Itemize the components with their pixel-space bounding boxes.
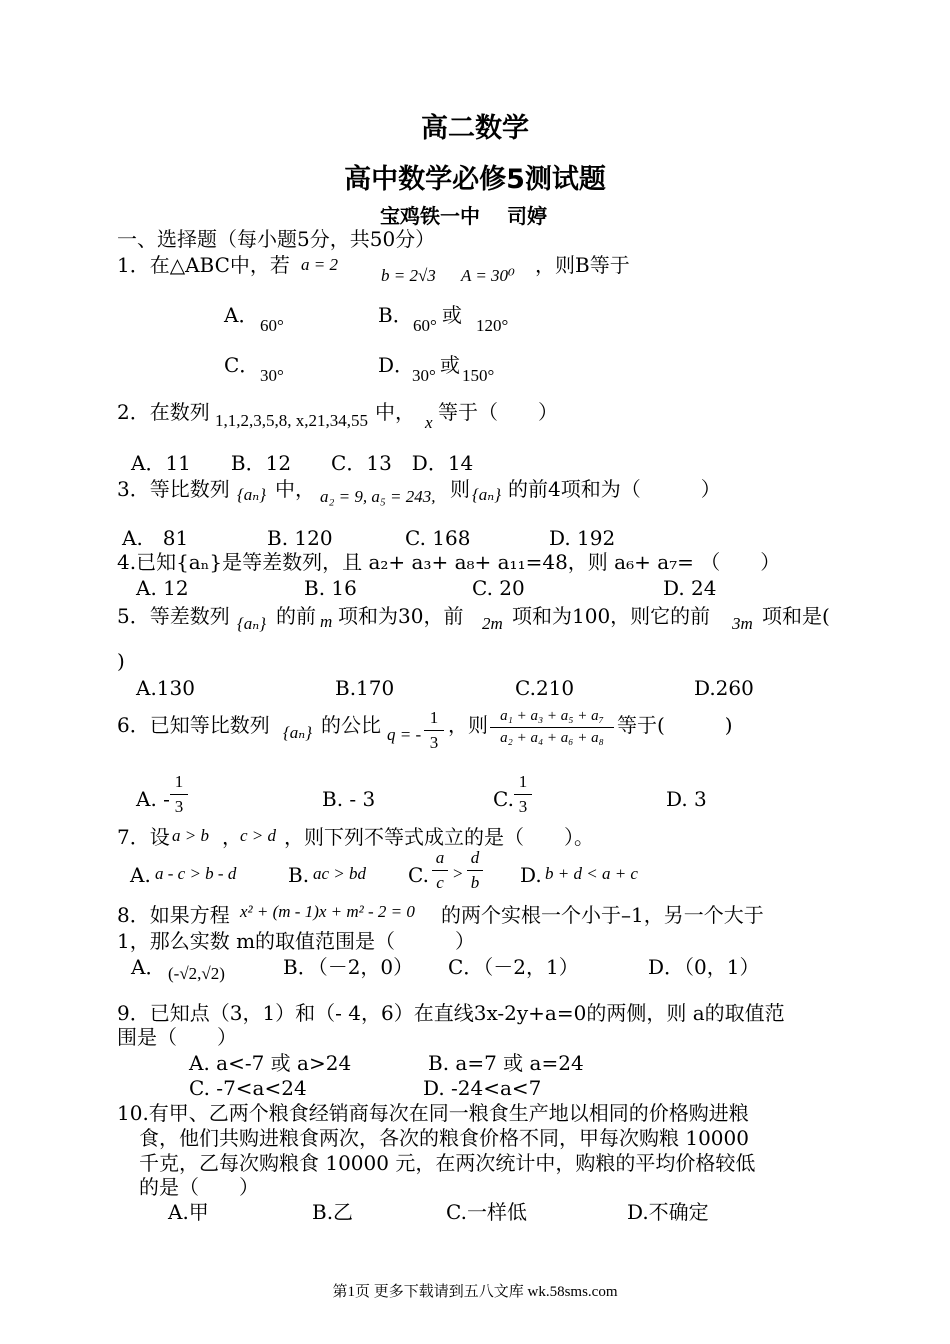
q3-mid: 中， <box>275 477 315 501</box>
q6-ratio-denominator: a₂ + a₄ + a₆ + a₈ <box>500 730 604 746</box>
fraction-bar <box>170 794 188 795</box>
q6-ratio-fraction <box>490 708 614 747</box>
q5-text-5: 项和是( <box>762 604 830 628</box>
q8-option-c: C．（－2，1） <box>448 955 579 979</box>
q8-equation: x² + (m - 1)x + m² - 2 = 0 <box>240 902 415 921</box>
q5-option-a: A.130 <box>136 676 195 700</box>
q1-option-c-value: 30° <box>260 366 284 385</box>
q1-option-d-label: D． <box>378 353 415 377</box>
q6-text-2: 的公比 <box>321 713 381 737</box>
q6-q-lhs: q = - <box>387 725 422 744</box>
fraction-bar <box>514 794 532 795</box>
q5-m2: 2m <box>482 614 503 633</box>
q6-option-a-fraction <box>170 772 188 817</box>
q8-option-a: (-√2,√2) <box>168 964 225 983</box>
q5-option-c: C.210 <box>515 676 575 700</box>
q6-option-c-label: C. <box>493 787 514 811</box>
q7-option-c-den-2: b <box>470 873 480 892</box>
q2-sequence: 1,1,2,3,5,8, x,21,34,55 <box>215 411 368 430</box>
q1-text: 1．在△ABC中，若 <box>117 253 290 277</box>
q7-cond-1: a > b <box>172 826 209 845</box>
q2-mid: 中， <box>375 400 415 424</box>
page-footer: 第1页 更多下载请到五八文库 wk.58sms.com <box>332 1284 618 1300</box>
q2-tail: 等于（ ） <box>438 400 558 424</box>
q6-option-d: D. 3 <box>666 787 707 811</box>
q10-option-b: B.乙 <box>312 1200 354 1224</box>
q5-text-2: 的前 <box>276 604 316 628</box>
q8-text-1: 8．如果方程 <box>117 903 230 927</box>
q3-tail: 的前4项和为（ ） <box>508 477 721 501</box>
q7-option-c-num-2: d <box>470 848 480 867</box>
q1-option-d-value1: 30° <box>412 366 436 385</box>
q6-q-denominator: 3 <box>429 733 439 752</box>
q5-text-3: 项和为30，前 <box>338 604 464 628</box>
q3-option-a: A. 81 <box>122 526 189 550</box>
q9-option-d: D. -24<a<7 <box>423 1076 542 1100</box>
q9-option-c: C. -7<a<24 <box>189 1076 307 1100</box>
q3-cond: a₂ = 9, a₅ = 243, <box>320 487 436 506</box>
q8-option-b: B．（－2，0） <box>283 955 414 979</box>
fraction-bar <box>424 730 444 731</box>
q4-option-c: C. 20 <box>472 576 525 600</box>
q1-option-b-label: B． <box>378 303 413 327</box>
q5-text-6: ) <box>117 649 125 673</box>
q6-option-b: B. - 3 <box>322 787 376 811</box>
page-subtitle: 高中数学必修5测试题 <box>344 164 606 195</box>
q7-text-2: ， <box>222 825 242 849</box>
fraction-bar <box>432 870 448 871</box>
q10-text-3: 千克，乙每次购粮食 10000 元，在两次统计中，购粮的平均价格较低 <box>139 1151 756 1175</box>
q1-tail: ，则B等于 <box>535 253 630 277</box>
q5-text-1: 5．等差数列 <box>117 604 230 628</box>
q4-option-b: B. 16 <box>304 576 357 600</box>
author-line: 宝鸡铁一中 司婷 <box>380 204 547 228</box>
q1-option-a-value: 60° <box>260 316 284 335</box>
q7-option-c-den-1: c <box>436 873 444 892</box>
q1-option-c-label: C． <box>224 353 260 377</box>
q6-q-numerator: 1 <box>429 708 439 727</box>
q5-option-d: D.260 <box>694 676 754 700</box>
q7-option-b: ac > bd <box>313 864 367 883</box>
q4-option-a: A. 12 <box>136 576 189 600</box>
q8-text-3: 1，那么实数 m的取值范围是（ ） <box>117 929 476 953</box>
q6-text-4: 等于( ) <box>617 713 733 737</box>
q1-option-b-or: 或 <box>442 303 462 327</box>
q6-seq: {aₙ} <box>283 723 312 742</box>
q6-option-c-numerator: 1 <box>518 772 528 791</box>
section-heading: 一、选择题（每小题5分，共50分） <box>117 227 436 251</box>
q7-option-b-label: B. <box>288 863 310 887</box>
q3-option-d: D. 192 <box>549 526 616 550</box>
q6-text-3: ，则 <box>448 713 488 737</box>
q3-seq2: {aₙ} <box>472 485 501 504</box>
q1-option-a-label: A． <box>224 303 259 327</box>
q6-option-c-fraction <box>514 772 532 817</box>
q3-seq: {aₙ} <box>237 485 266 504</box>
q5-text-4: 项和为100，则它的前 <box>512 604 711 628</box>
q1-option-d-or: 或 <box>440 353 460 377</box>
q7-option-d-label: D. <box>520 863 542 887</box>
q6-option-a-label: A. - <box>136 787 170 811</box>
q7-cond-2: c > d <box>240 826 277 845</box>
q10-text-4: 的是（ ） <box>139 1175 259 1199</box>
q1-option-d-value2: 150° <box>462 366 495 385</box>
q7-text-3: ，则下列不等式成立的是（ ）。 <box>284 825 594 849</box>
q3-then: 则 <box>450 477 470 501</box>
q3-option-c: C. 168 <box>405 526 471 550</box>
q10-option-c: C.一样低 <box>446 1200 527 1224</box>
fraction-bar <box>467 870 483 871</box>
q7-option-c-fraction-2 <box>467 848 483 893</box>
q7-option-a-label: A. <box>130 863 151 887</box>
q7-option-c-gt: > <box>453 864 463 883</box>
q4-text: 4.已知{aₙ}是等差数列，且 a₂+ a₃+ a₈+ a₁₁=48，则 a₆+ a₇= （ ） <box>117 550 781 574</box>
q7-option-c-label: C. <box>408 863 429 887</box>
q10-text-1: 10.有甲、乙两个粮食经销商每次在同一粮食生产地以相同的价格购进粮 <box>117 1101 749 1125</box>
q6-option-a-numerator: 1 <box>174 772 184 791</box>
q7-option-c-fraction-1 <box>432 848 448 893</box>
q1-cond-b: b = 2√3 <box>381 266 436 285</box>
q3-option-b: B. 120 <box>267 526 333 550</box>
q5-seq: {aₙ} <box>237 614 266 633</box>
page-title: 高二数学 <box>421 113 529 144</box>
q9-option-b: B. a=7 或 a=24 <box>428 1051 584 1075</box>
q10-option-d: D.不确定 <box>627 1200 709 1224</box>
q8-option-a-label: A． <box>131 955 166 979</box>
q4-option-d: D. 24 <box>663 576 717 600</box>
q10-text-2: 食，他们共购进粮食两次，各次的粮食价格不同，甲每次购粮 10000 <box>139 1126 749 1150</box>
q7-option-a: a - c > b - d <box>155 864 237 883</box>
q8-option-d: D．（0，1） <box>648 955 760 979</box>
q8-text-2: 的两个实根一个小于–1，另一个大于 <box>441 903 764 927</box>
q1-option-b-value1: 60° <box>413 316 437 335</box>
q9-option-a: A. a<-7 或 a>24 <box>189 1051 352 1075</box>
q6-option-a-denominator: 3 <box>174 797 184 816</box>
q1-cond-a: a = 2 <box>301 255 338 274</box>
q5-m3: 3m <box>732 614 753 633</box>
q9-text-1: 9．已知点（3，1）和（- 4，6）在直线3x-2y+a=0的两侧，则 a的取值范 <box>117 1001 785 1025</box>
q2-options: A．11 B．12 C．13 D．14 <box>131 451 474 475</box>
q3-text: 3．等比数列 <box>117 477 230 501</box>
q2-var: x <box>425 413 433 432</box>
q7-option-c-num-1: a <box>435 848 445 867</box>
q6-q-fraction <box>424 708 444 753</box>
q5-option-b: B.170 <box>335 676 395 700</box>
q6-text-1: 6．已知等比数列 <box>117 713 270 737</box>
q10-option-a: A.甲 <box>168 1200 209 1224</box>
q7-text-1: 7．设 <box>117 825 170 849</box>
q1-option-b-value2: 120° <box>476 316 509 335</box>
q1-cond-A: A = 30⁰ <box>461 266 515 285</box>
fraction-bar <box>490 727 614 728</box>
q5-m1: m <box>320 612 333 631</box>
q7-option-d: b + d < a + c <box>545 864 638 883</box>
q2-text: 2．在数列 <box>117 400 210 424</box>
q6-ratio-numerator: a₁ + a₃ + a₅ + a₇ <box>500 708 604 724</box>
q9-text-2: 围是（ ） <box>117 1025 237 1049</box>
q6-option-c-denominator: 3 <box>518 797 528 816</box>
